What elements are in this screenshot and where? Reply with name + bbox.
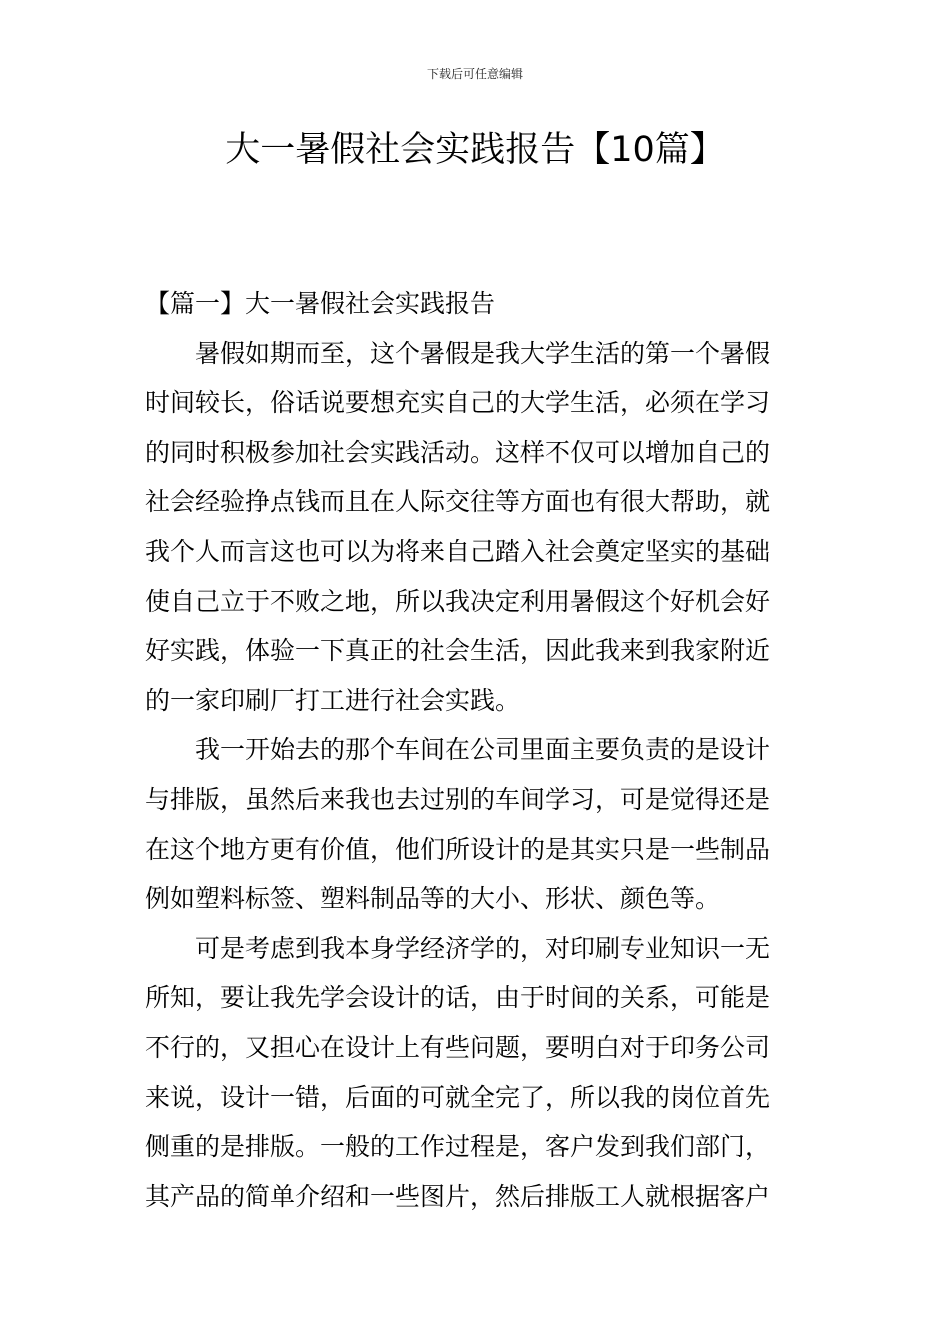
- paragraph-line: 侧重的是排版。一般的工作过程是，客户发到我们部门，: [145, 1132, 771, 1162]
- paragraph-1: [145, 329, 807, 726]
- paragraph-line: 使自己立于不败之地，所以我决定利用暑假这个好机会好: [145, 586, 771, 616]
- paragraph-line: 暑假如期而至，这个暑假是我大学生活的第一个暑假: [195, 338, 771, 368]
- paragraph-3: [145, 924, 807, 1222]
- header-note: 下载后可任意编辑: [426, 67, 523, 81]
- paragraph-line: 我一开始去的那个车间在公司里面主要负责的是设计: [195, 735, 771, 765]
- paragraph-line: 例如塑料标签、塑料制品等的大小、形状、颜色等。: [145, 884, 721, 914]
- paragraph-line: 时间较长，俗话说要想充实自己的大学生活，必须在学习: [145, 388, 771, 418]
- paragraph-line: 我个人而言这也可以为将来自己踏入社会奠定坚实的基础: [145, 536, 771, 566]
- paragraph-line: 好实践，体验一下真正的社会生活，因此我来到我家附近: [145, 636, 771, 666]
- paragraph-line: 不行的，又担心在设计上有些问题，要明白对于印务公司: [145, 1032, 771, 1062]
- paragraph-line: 的一家印刷厂打工进行社会实践。: [145, 685, 521, 715]
- section-heading: 【篇一】大一暑假社会实践报告: [145, 289, 496, 318]
- paragraph-line: 社会经验挣点钱而且在人际交往等方面也有很大帮助，就: [145, 487, 771, 517]
- paragraph-2: [145, 725, 807, 923]
- paragraph-line: 所知，要让我先学会设计的话，由于时间的关系，可能是: [145, 983, 771, 1013]
- paragraph-line: 与排版，虽然后来我也去过别的车间学习，可是觉得还是: [145, 784, 771, 814]
- paragraph-line: 在这个地方更有价值，他们所设计的是其实只是一些制品: [145, 834, 771, 864]
- document-body: [145, 279, 807, 1221]
- document-title: 大一暑假社会实践报告【10篇】: [225, 130, 725, 170]
- paragraph-line: 可是考虑到我本身学经济学的，对印刷专业知识一无: [195, 933, 771, 963]
- paragraph-line: 其产品的简单介绍和一些图片，然后排版工人就根据客户: [145, 1181, 771, 1211]
- paragraph-line: 的同时积极参加社会实践活动。这样不仅可以增加自己的: [145, 437, 771, 467]
- paragraph-line: 来说，设计一错，后面的可就全完了，所以我的岗位首先: [145, 1082, 771, 1112]
